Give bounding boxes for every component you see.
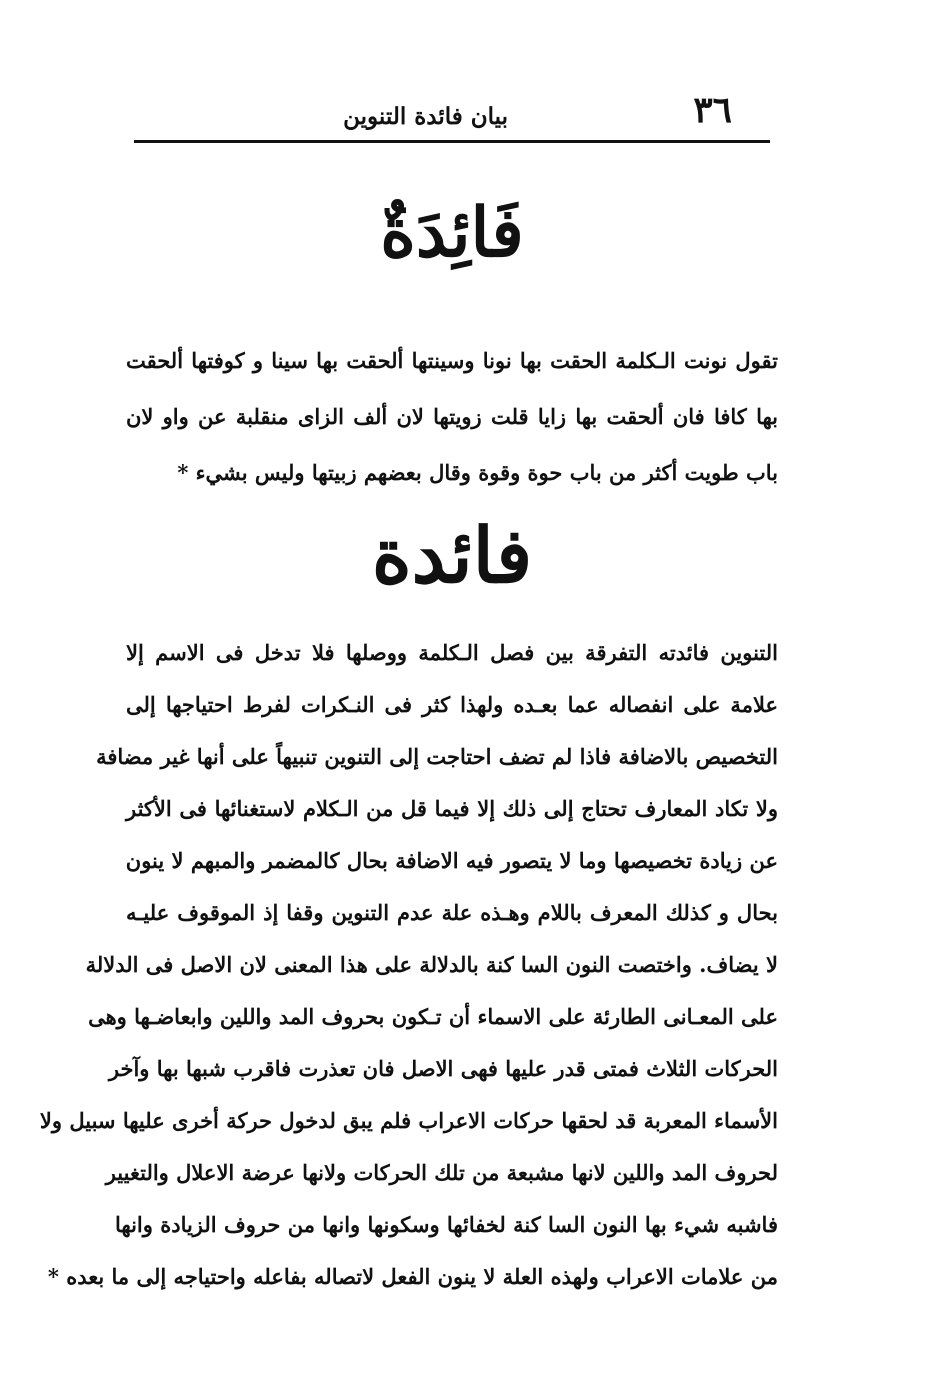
running-title: بيان فائدة التنوين <box>343 103 508 130</box>
text-line: بحال و كذلك المعرف باللام وهـذه علة عدم التنوين وقفا إذ الموقوف عليـه <box>126 900 778 925</box>
section-heading: فَائِدَةٌ <box>380 193 524 273</box>
text-line: باب طويت أكثر من باب حوة وقوة وقال بعضهم زبيتها وليس بشيء * <box>177 460 778 485</box>
page-number: ٣٦ <box>693 89 732 131</box>
text-line: من علامات الاعراب ولهذه العلة لا ينون الفعل لاتصاله بفاعله واحتياجه إلى ما بعده * <box>47 1264 778 1289</box>
page-header <box>134 84 770 146</box>
section-heading: فائدة <box>371 511 533 600</box>
text-line: الحركات الثلاث فمتى قدر عليها فهى الاصل فان تعذرت فاقرب شبها بها وآخر <box>108 1056 778 1081</box>
paragraph <box>126 333 778 501</box>
text-line: علامة على انفصاله عما بعـده ولهذا كثر فى النـكرات لفرط احتياجها إلى <box>126 692 778 717</box>
text-line: ولا تكاد المعارف تحتاج إلى ذلك إلا فيما قل من الـكلام لاستغنائها فى الأكثر <box>126 796 778 821</box>
text-line: لا يضاف. واختصت النون السا كنة بالدلالة على هذا المعنى لان الاصل فى الدلالة <box>85 952 778 977</box>
text-line: عن زيادة تخصيصها وما لا يتصور فيه الاضافة بحال كالمضمر والمبهم لا ينون <box>125 848 778 873</box>
text-line: التخصيص بالاضافة فاذا لم تضف احتاجت إلى التنوين تنبيهاً على أنها غير مضافة <box>96 744 778 769</box>
text-line: فاشبه شيء بها النون السا كنة لخفائها وسكونها وانها من حروف الزيادة وانها <box>115 1212 778 1237</box>
text-line: التنوين فائدته التفرقة بين فصل الـكلمة ووصلها فلا تدخل فى الاسم إلا <box>126 640 778 665</box>
header-rule <box>134 140 770 143</box>
text-line: الأسماء المعربة قد لحقها حركات الاعراب فلم يبق لدخول حركة أخرى عليها سبيل ولا <box>39 1108 778 1133</box>
text-line: بها كافا فان ألحقت بها زايا قلت زويتها لان ألف الزاى منقلبة عن واو لان <box>126 404 778 429</box>
text-line: تقول نونت الـكلمة الحقت بها نونا وسينتها ألحقت بها سينا و كوفتها ألحقت <box>126 348 778 373</box>
paragraph <box>39 627 778 1303</box>
text-line: على المعـانى الطارئة على الاسماء أن تـكون بحروف المد واللين وابعاضـها وهى <box>88 1004 778 1029</box>
text-line: لحروف المد واللين لانها مشبعة من تلك الحركات ولانها عرضة الاعلال والتغيير <box>105 1160 778 1185</box>
